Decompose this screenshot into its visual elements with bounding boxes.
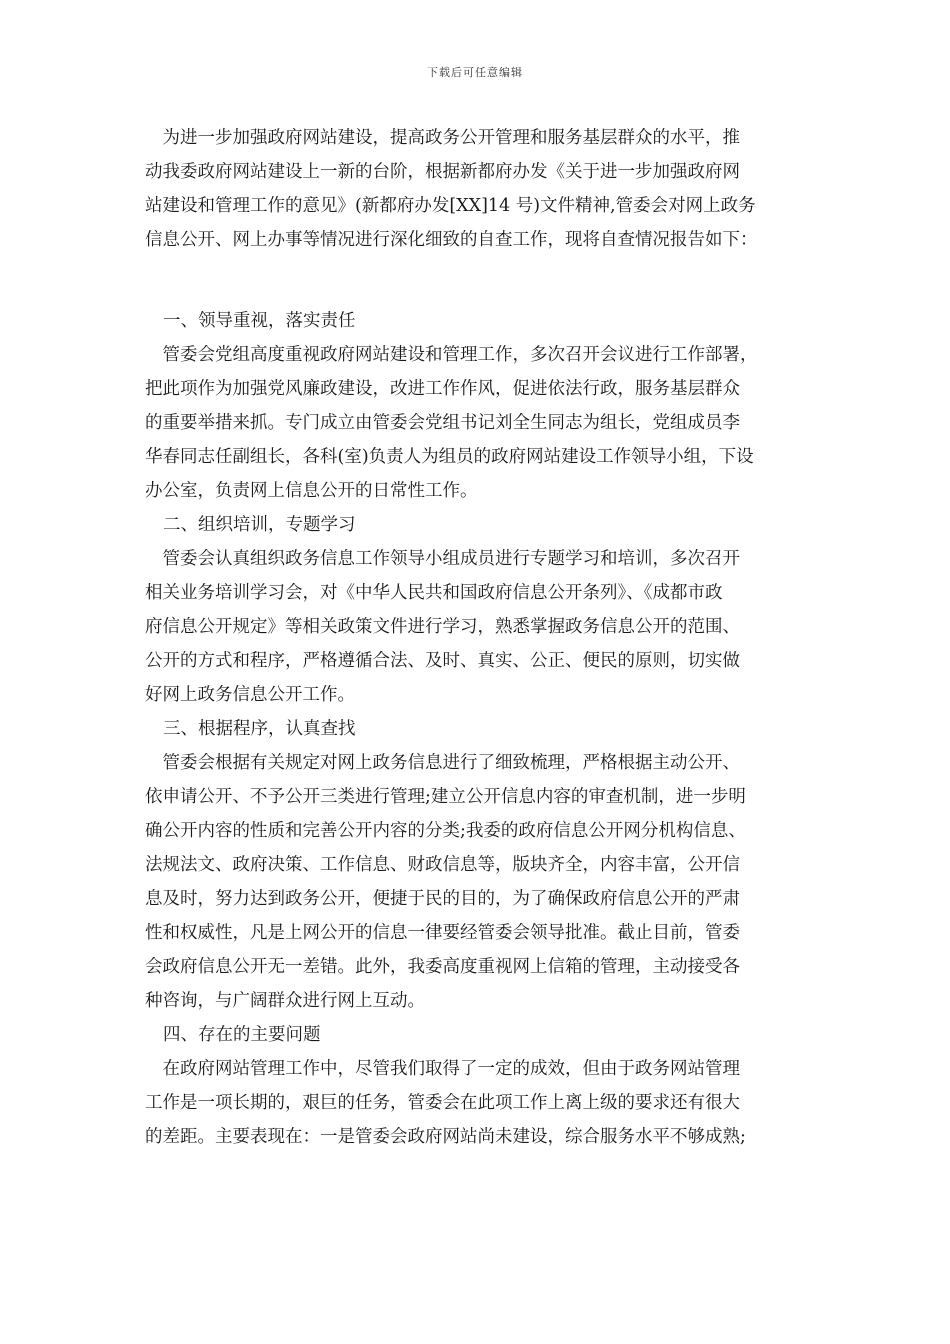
intro-line: 站建设和管理工作的意见》(新都府办发[XX]14 号)文件精神,管委会对网上政务	[145, 196, 756, 216]
section-heading-4: 四、存在的主要问题	[163, 1025, 321, 1045]
paragraph-line: 性和权威性，凡是上网公开的信息一律要经管委会领导批准。截止目前，管委	[145, 923, 740, 943]
paragraph-line: 的差距。主要表现在：一是管委会政府网站尚未建设，综合服务水平不够成熟;	[145, 1127, 746, 1147]
intro-line: 为进一步加强政府网站建设，提高政务公开管理和服务基层群众的水平，推	[145, 128, 740, 148]
section-heading-1: 一、领导重视，落实责任	[163, 311, 356, 331]
paragraph-line: 好网上政务信息公开工作。	[145, 685, 355, 705]
paragraph-line: 公开的方式和程序，严格遵循合法、及时、真实、公正、便民的原则，切实做	[145, 651, 740, 671]
document-body	[145, 121, 810, 1154]
paragraph-gap	[145, 257, 810, 304]
paragraph-line: 华春同志任副组长，各科(室)负责人为组员的政府网站建设工作领导小组，下设	[145, 447, 754, 467]
paragraph-line: 在政府网站管理工作中，尽管我们取得了一定的成效，但由于政务网站管理	[145, 1059, 740, 1079]
paragraph-line: 管委会认真组织政务信息工作领导小组成员进行专题学习和培训，多次召开	[145, 549, 740, 569]
paragraph-line: 的重要举措来抓。专门成立由管委会党组书记刘全生同志为组长，党组成员李	[145, 413, 740, 433]
paragraph-line: 息及时，努力达到政务公开，便捷于民的目的，为了确保政府信息公开的严肃	[145, 889, 740, 909]
paragraph-line: 依申请公开、不予公开三类进行管理;建立公开信息内容的审查机制，进一步明	[145, 787, 746, 807]
section-heading-3: 三、根据程序，认真查找	[163, 719, 356, 739]
paragraph-line: 府信息公开规定》等相关政策文件进行学习，熟悉掌握政务信息公开的范围、	[145, 617, 740, 637]
intro-line: 信息公开、网上办事等情况进行深化细致的自查工作，现将自查情况报告如下：	[145, 230, 758, 250]
paragraph-line: 把此项作为加强党风廉政建设，改进工作作风，促进依法行政，服务基层群众	[145, 379, 740, 399]
paragraph-line: 确公开内容的性质和完善公开内容的分类;我委的政府信息公开网分机构信息、	[145, 821, 746, 841]
paragraph-line: 法规法文、政府决策、工作信息、财政信息等，版块齐全，内容丰富，公开信	[145, 855, 740, 875]
paragraph-line: 种咨询，与广阔群众进行网上互动。	[145, 991, 425, 1011]
page-header: 下载后可任意编辑	[427, 66, 523, 79]
paragraph-line: 会政府信息公开无一差错。此外，我委高度重视网上信箱的管理，主动接受各	[145, 957, 740, 977]
intro-line: 动我委政府网站建设上一新的台阶，根据新都府办发《关于进一步加强政府网	[145, 162, 740, 182]
paragraph-line: 工作是一项长期的，艰巨的任务，管委会在此项工作上离上级的要求还有很大	[145, 1093, 740, 1113]
paragraph-line: 管委会党组高度重视政府网站建设和管理工作，多次召开会议进行工作部署，	[145, 345, 758, 365]
paragraph-line: 相关业务培训学习会，对《中华人民共和国政府信息公开条列》、《成都市政	[145, 583, 723, 603]
section-heading-2: 二、组织培训，专题学习	[163, 515, 356, 535]
paragraph-line: 管委会根据有关规定对网上政务信息进行了细致梳理，严格根据主动公开、	[145, 753, 740, 773]
paragraph-line: 办公室，负责网上信息公开的日常性工作。	[145, 481, 478, 501]
